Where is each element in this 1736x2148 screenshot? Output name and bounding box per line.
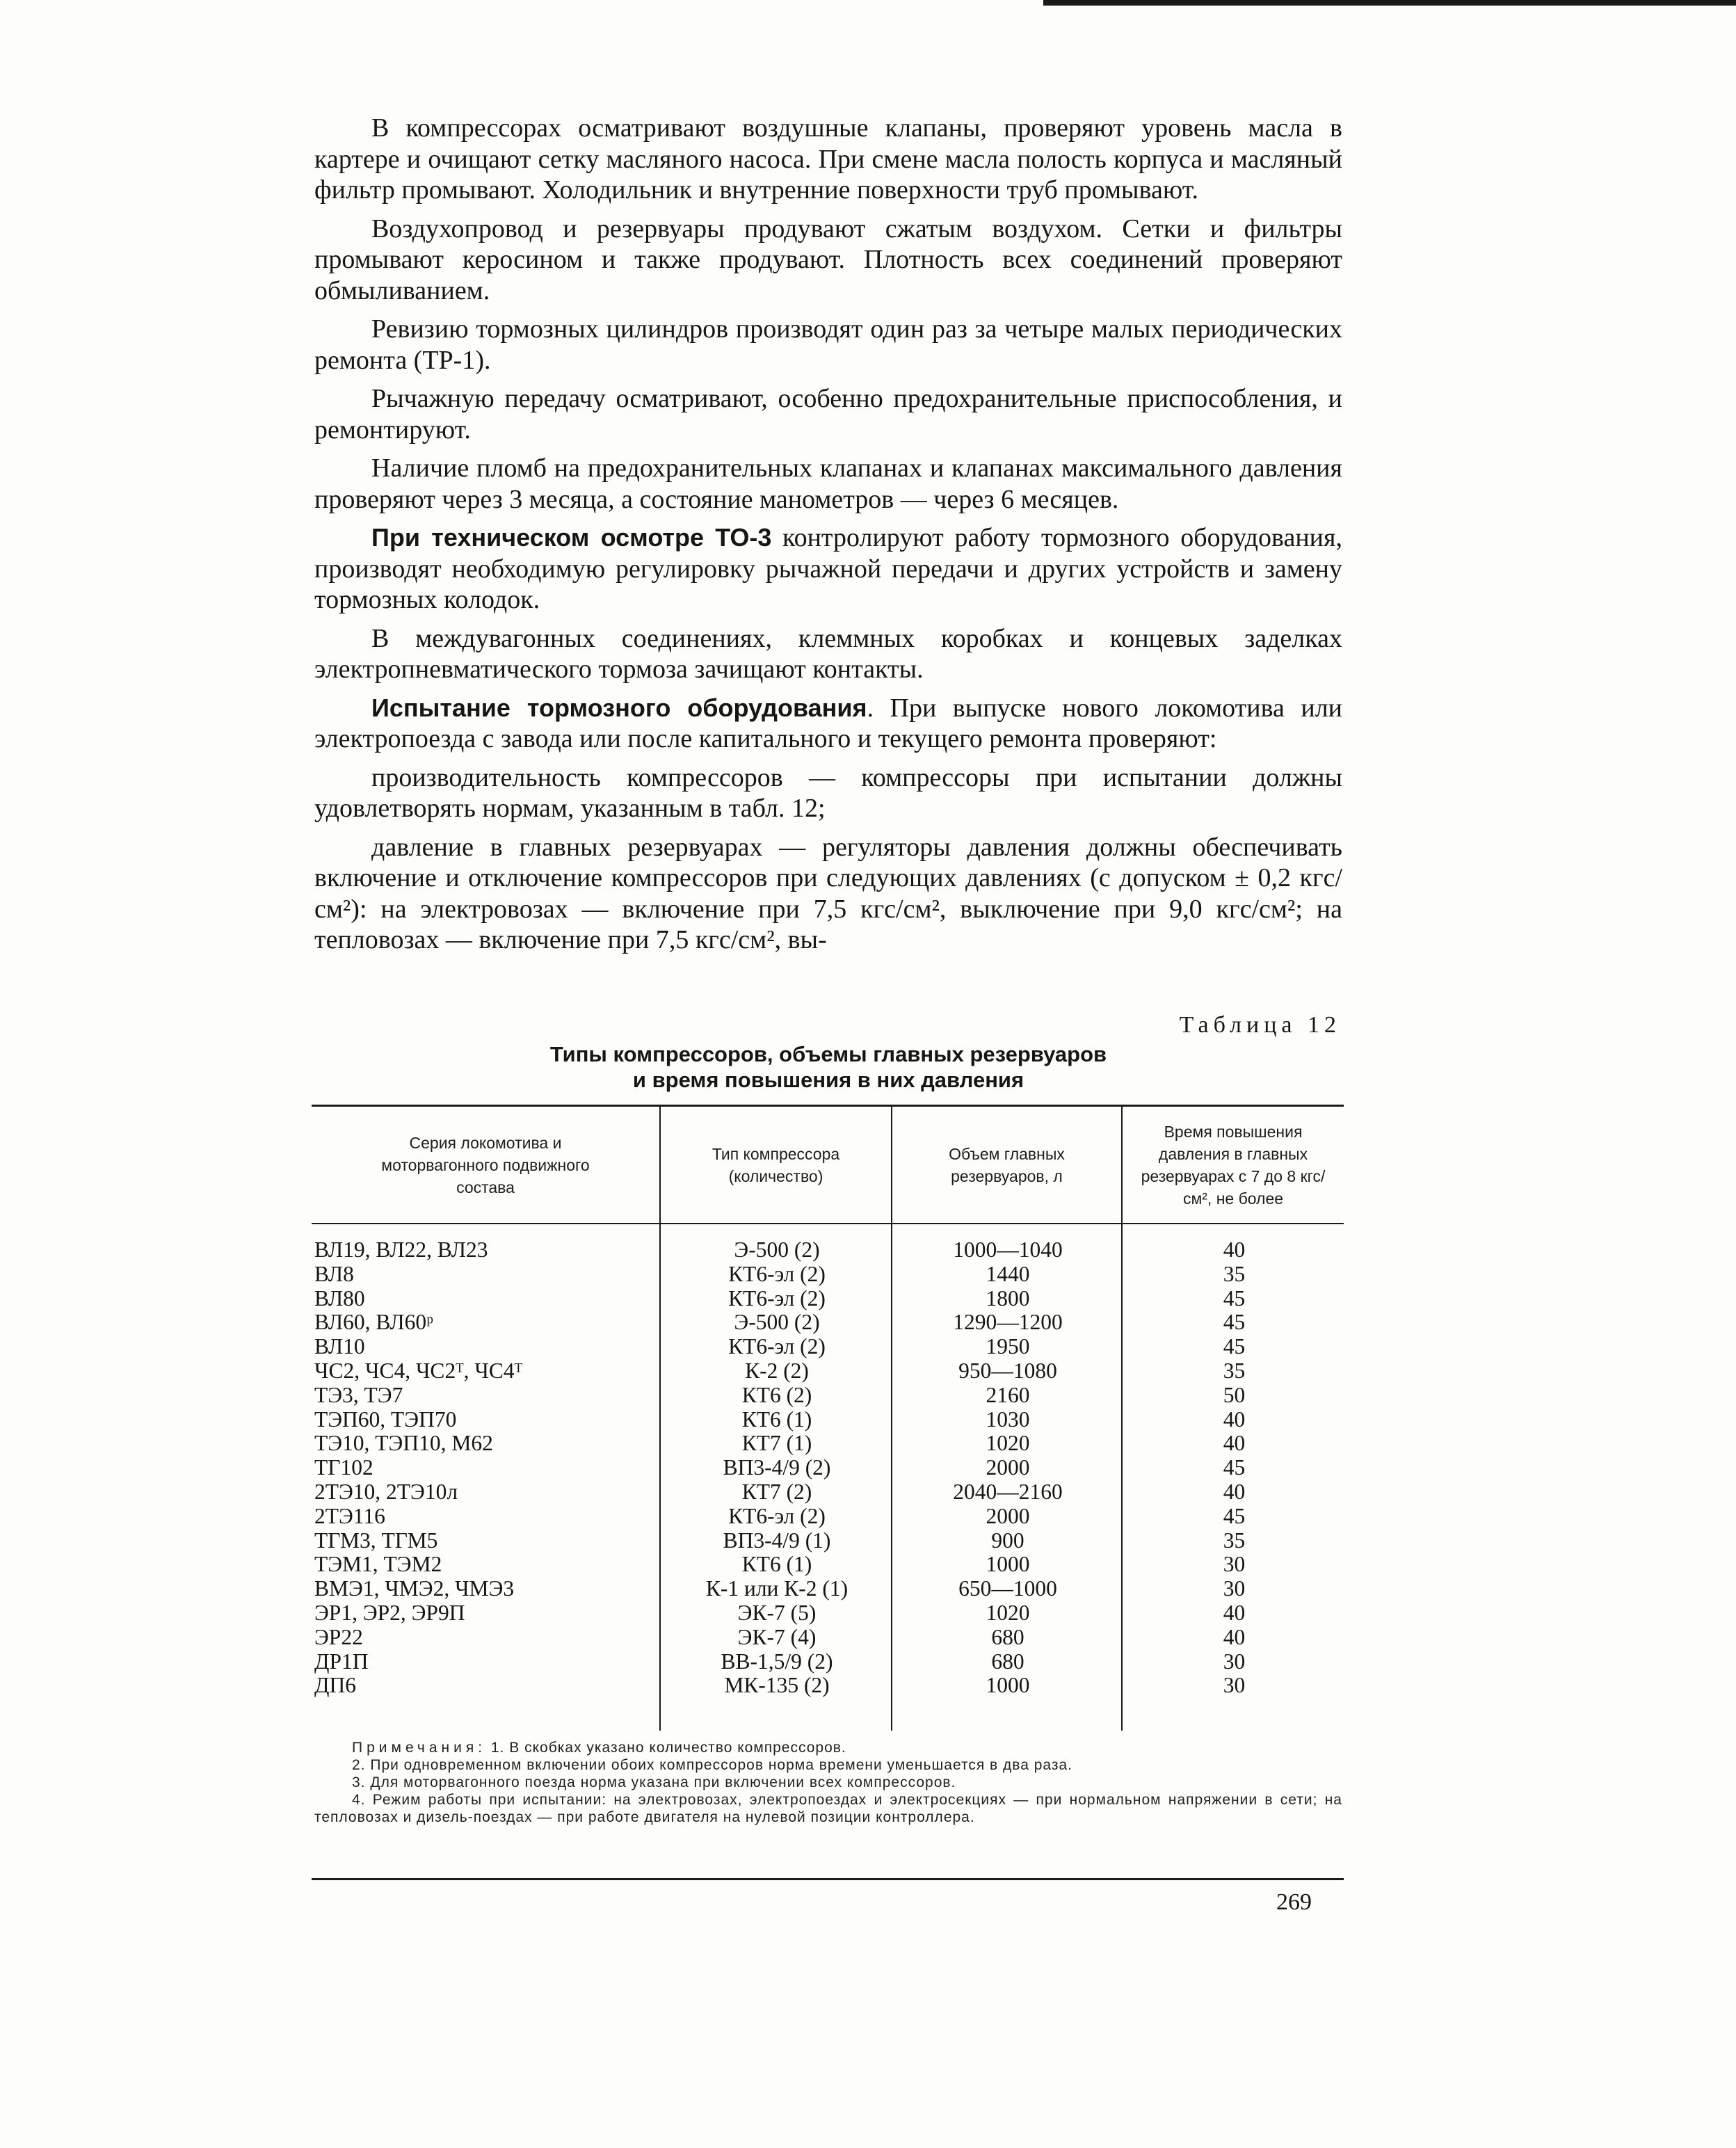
paragraph: В междувагонных соединениях, клеммных коробках и концевых заделках электропневматического тормоза зачищают контакты.	[314, 623, 1342, 684]
table-cell-time: 45	[1223, 1334, 1246, 1359]
volume-column	[894, 1238, 1121, 1698]
table-header-rule	[312, 1223, 1344, 1224]
paragraph: Наличие пломб на предохранительных клапанах и клапанах максимального давления проверяют через 3 месяца, а состояние манометров — через 6 месяцев.	[314, 454, 1342, 514]
table-cell-compressor: ВП3-4/9 (1)	[723, 1528, 831, 1553]
table-cell-compressor: КТ6-эл (2)	[728, 1334, 826, 1359]
table-cell-time: 40	[1223, 1431, 1246, 1456]
table-cell-time: 35	[1223, 1261, 1246, 1286]
table-cell-series: ТЭМ1, ТЭМ2	[314, 1552, 442, 1577]
series-column	[312, 1238, 662, 1698]
header-time: Время повышения давления в главных резервуарах с 7 до 8 кгс/см², не более	[1141, 1123, 1326, 1208]
table-cell-volume: 1290—1200	[953, 1310, 1063, 1335]
table-cell-volume: 2000	[986, 1503, 1030, 1528]
table-cell-volume: 1000	[986, 1673, 1030, 1698]
footer-rule	[312, 1878, 1344, 1880]
table-cell-compressor: МК-135 (2)	[724, 1673, 830, 1698]
paragraph-lead: При техническом осмотре ТО-3	[371, 523, 772, 552]
table-cell-volume: 1800	[986, 1285, 1030, 1311]
paragraph: Рычажную передачу осматривают, особенно предохранительные приспособления, и ремонтируют.	[314, 384, 1342, 444]
table-cell-compressor: КТ6 (2)	[741, 1382, 812, 1407]
table-cell-volume: 950—1080	[958, 1358, 1057, 1383]
paragraph-body: . При выпуске нового локомотива или электропоезда с завода или после капитального и текущего ремонта проверяют:	[314, 693, 1342, 753]
table-cell-volume: 2000	[986, 1455, 1030, 1480]
table-cell-series: ДП6	[314, 1673, 356, 1698]
table-cell-time: 45	[1223, 1285, 1246, 1311]
table-cell-time: 40	[1223, 1479, 1246, 1504]
table-cell-series: ВЛ19, ВЛ22, ВЛ23	[314, 1237, 488, 1262]
table-cell-time: 30	[1223, 1552, 1246, 1577]
table-cell-series: ЧС2, ЧС4, ЧС2ᵀ, ЧС4ᵀ	[314, 1358, 523, 1383]
table-cell-time: 40	[1223, 1600, 1246, 1625]
compressor-column	[663, 1238, 891, 1698]
notes-heading: Примечания:	[352, 1740, 487, 1756]
table-cell-time: 30	[1223, 1576, 1246, 1601]
table-cell-time: 30	[1223, 1673, 1246, 1698]
table-cell-time: 45	[1223, 1310, 1246, 1335]
table-cell-volume: 1000	[986, 1552, 1030, 1577]
table-cell-series: ЭР1, ЭР2, ЭР9П	[314, 1600, 465, 1625]
paragraph: производительность компрессоров — компрессоры при испытании должны удовлетворять нормам, указанным в табл. 12;	[314, 762, 1342, 823]
table-cell-compressor: КТ6-эл (2)	[728, 1503, 826, 1528]
table-cell-time: 35	[1223, 1358, 1246, 1383]
table-cell-compressor: КТ6 (1)	[741, 1552, 812, 1577]
table-cell-compressor: КТ6-эл (2)	[728, 1261, 826, 1286]
table-cell-volume: 1440	[986, 1261, 1030, 1286]
table-cell-time: 40	[1223, 1406, 1246, 1432]
table-cell-volume: 680	[991, 1649, 1024, 1674]
table-cell-compressor: КТ7 (1)	[741, 1431, 812, 1456]
paragraph: Воздухопровод и резервуары продувают сжатым воздухом. Сетки и фильтры промывают керосином и также продувают. Плотность всех соединений проверяют обмыливанием.	[314, 214, 1342, 305]
table-cell-volume: 1950	[986, 1334, 1030, 1359]
table-label: Таблица 12	[1179, 1012, 1341, 1038]
paragraph	[314, 522, 1342, 616]
table-cell-series: ВЛ10	[314, 1334, 365, 1359]
table-cell-series: ТЭ3, ТЭ7	[314, 1382, 403, 1407]
table-cell-time: 40	[1223, 1624, 1246, 1649]
table-cell-series: ТГ102	[314, 1455, 373, 1480]
table-cell-time: 30	[1223, 1649, 1246, 1674]
table-cell-volume: 900	[991, 1528, 1024, 1553]
table-cell-series: ЭР22	[314, 1624, 363, 1649]
table-cell-compressor: КТ6-эл (2)	[728, 1285, 826, 1311]
table-cell-compressor: К-2 (2)	[745, 1358, 809, 1383]
table-title	[314, 1041, 1342, 1093]
table-cell-time: 45	[1223, 1503, 1246, 1528]
header-volume: Объем главных резервуаров, л	[949, 1145, 1065, 1185]
table-cell-compressor: ЭК-7 (4)	[737, 1624, 817, 1649]
table-cell-compressor: К-1 или К-2 (1)	[705, 1576, 849, 1601]
table-cell-volume: 680	[991, 1624, 1024, 1649]
header-series: Серия локомотива и моторвагонного подвижного состава	[381, 1134, 590, 1196]
table-cell-volume: 1020	[986, 1431, 1030, 1456]
table-cell-volume: 1000—1040	[953, 1237, 1063, 1262]
table-title-line: Типы компрессоров, объемы главных резервуаров	[549, 1042, 1107, 1066]
table-top-rule	[312, 1105, 1344, 1107]
note-item: 3. Для моторвагонного поезда норма указана при включении всех компрессоров.	[352, 1774, 956, 1790]
table-cell-series: ТГМ3, ТГМ5	[314, 1528, 438, 1553]
time-column	[1125, 1238, 1344, 1698]
table-cell-compressor: Э-500 (2)	[734, 1310, 820, 1335]
table-cell-volume: 2160	[986, 1382, 1030, 1407]
compressor-table	[312, 1105, 1344, 1735]
table-cell-volume: 1020	[986, 1600, 1030, 1625]
page-number: 269	[1276, 1889, 1312, 1915]
header-compressor: Тип компрессора (количество)	[712, 1145, 840, 1185]
table-cell-volume: 1030	[986, 1406, 1030, 1432]
paragraph-body: контролируют работу тормозного оборудования, производят необходимую регулировку рычажной передачи и других устройств и замену тормозных колодок.	[314, 523, 1342, 614]
paragraph: давление в главных резервуарах — регуляторы давления должны обеспечивать включение и отключение компрессоров при следующих давлениях (с допуском ± 0,2 кгс/см²): на электровозах — включение при 7,5 кгс/см², выключение при 9,0 кгс/см²; на тепловозах — включение при 7,5 кгс/см², вы-	[314, 832, 1342, 954]
note-item: 2. При одновременном включении обоих компрессоров норма времени уменьшается в два раза.	[352, 1757, 1072, 1773]
table-cell-time: 35	[1223, 1528, 1246, 1553]
table-cell-series: ТЭП60, ТЭП70	[314, 1406, 457, 1432]
table-cell-time: 45	[1223, 1455, 1246, 1480]
paragraph: В компрессорах осматривают воздушные клапаны, проверяют уровень масла в картере и очищают сетку масляного насоса. При смене масла полость корпуса и масляный фильтр промывают. Холодильник и внутренние поверхности труб промывают.	[314, 113, 1342, 205]
note-item: 1. В скобках указано количество компрессоров.	[490, 1740, 846, 1756]
table-notes	[314, 1739, 1342, 1826]
table-cell-compressor: ЭК-7 (5)	[737, 1600, 817, 1625]
table-cell-compressor: ВП3-4/9 (2)	[723, 1455, 831, 1480]
table-cell-series: ВЛ80	[314, 1285, 365, 1311]
paragraph-lead: Испытание тормозного оборудования	[371, 693, 867, 722]
table-cell-series: ВМЭ1, ЧМЭ2, ЧМЭ3	[314, 1576, 515, 1601]
table-cell-series: ВЛ60, ВЛ60ᵖ	[314, 1310, 433, 1335]
table-cell-series: 2ТЭ116	[314, 1503, 385, 1528]
scan-edge-bar	[1043, 0, 1736, 6]
table-cell-compressor: Э-500 (2)	[734, 1237, 820, 1262]
table-cell-compressor: ВВ-1,5/9 (2)	[721, 1649, 833, 1674]
table-cell-series: 2ТЭ10, 2ТЭ10л	[314, 1479, 458, 1504]
table-cell-series: ВЛ8	[314, 1261, 354, 1286]
table-cell-series: ТЭ10, ТЭП10, М62	[314, 1431, 493, 1456]
paragraph: Ревизию тормозных цилиндров производят один раз за четыре малых периодических ремонта (ТР-1).	[314, 314, 1342, 375]
table-cell-time: 40	[1223, 1237, 1246, 1262]
note-item: 4. Режим работы при испытании: на электровозах, электропоездах и электросекциях — при нормальном напряжении в сети; на тепловозах и дизель-поездах — при работе двигателя на нулевой позиции контроллера.	[314, 1792, 1342, 1825]
table-cell-volume: 2040—2160	[953, 1479, 1063, 1504]
table-cell-time: 50	[1223, 1382, 1246, 1407]
table-title-line: и время повышения в них давления	[632, 1068, 1024, 1092]
table-cell-compressor: КТ7 (2)	[741, 1479, 812, 1504]
table-cell-compressor: КТ6 (1)	[741, 1406, 812, 1432]
table-cell-series: ДР1П	[314, 1649, 369, 1674]
table-cell-volume: 650—1000	[958, 1576, 1057, 1601]
body-text	[314, 113, 1342, 963]
paragraph	[314, 693, 1342, 755]
